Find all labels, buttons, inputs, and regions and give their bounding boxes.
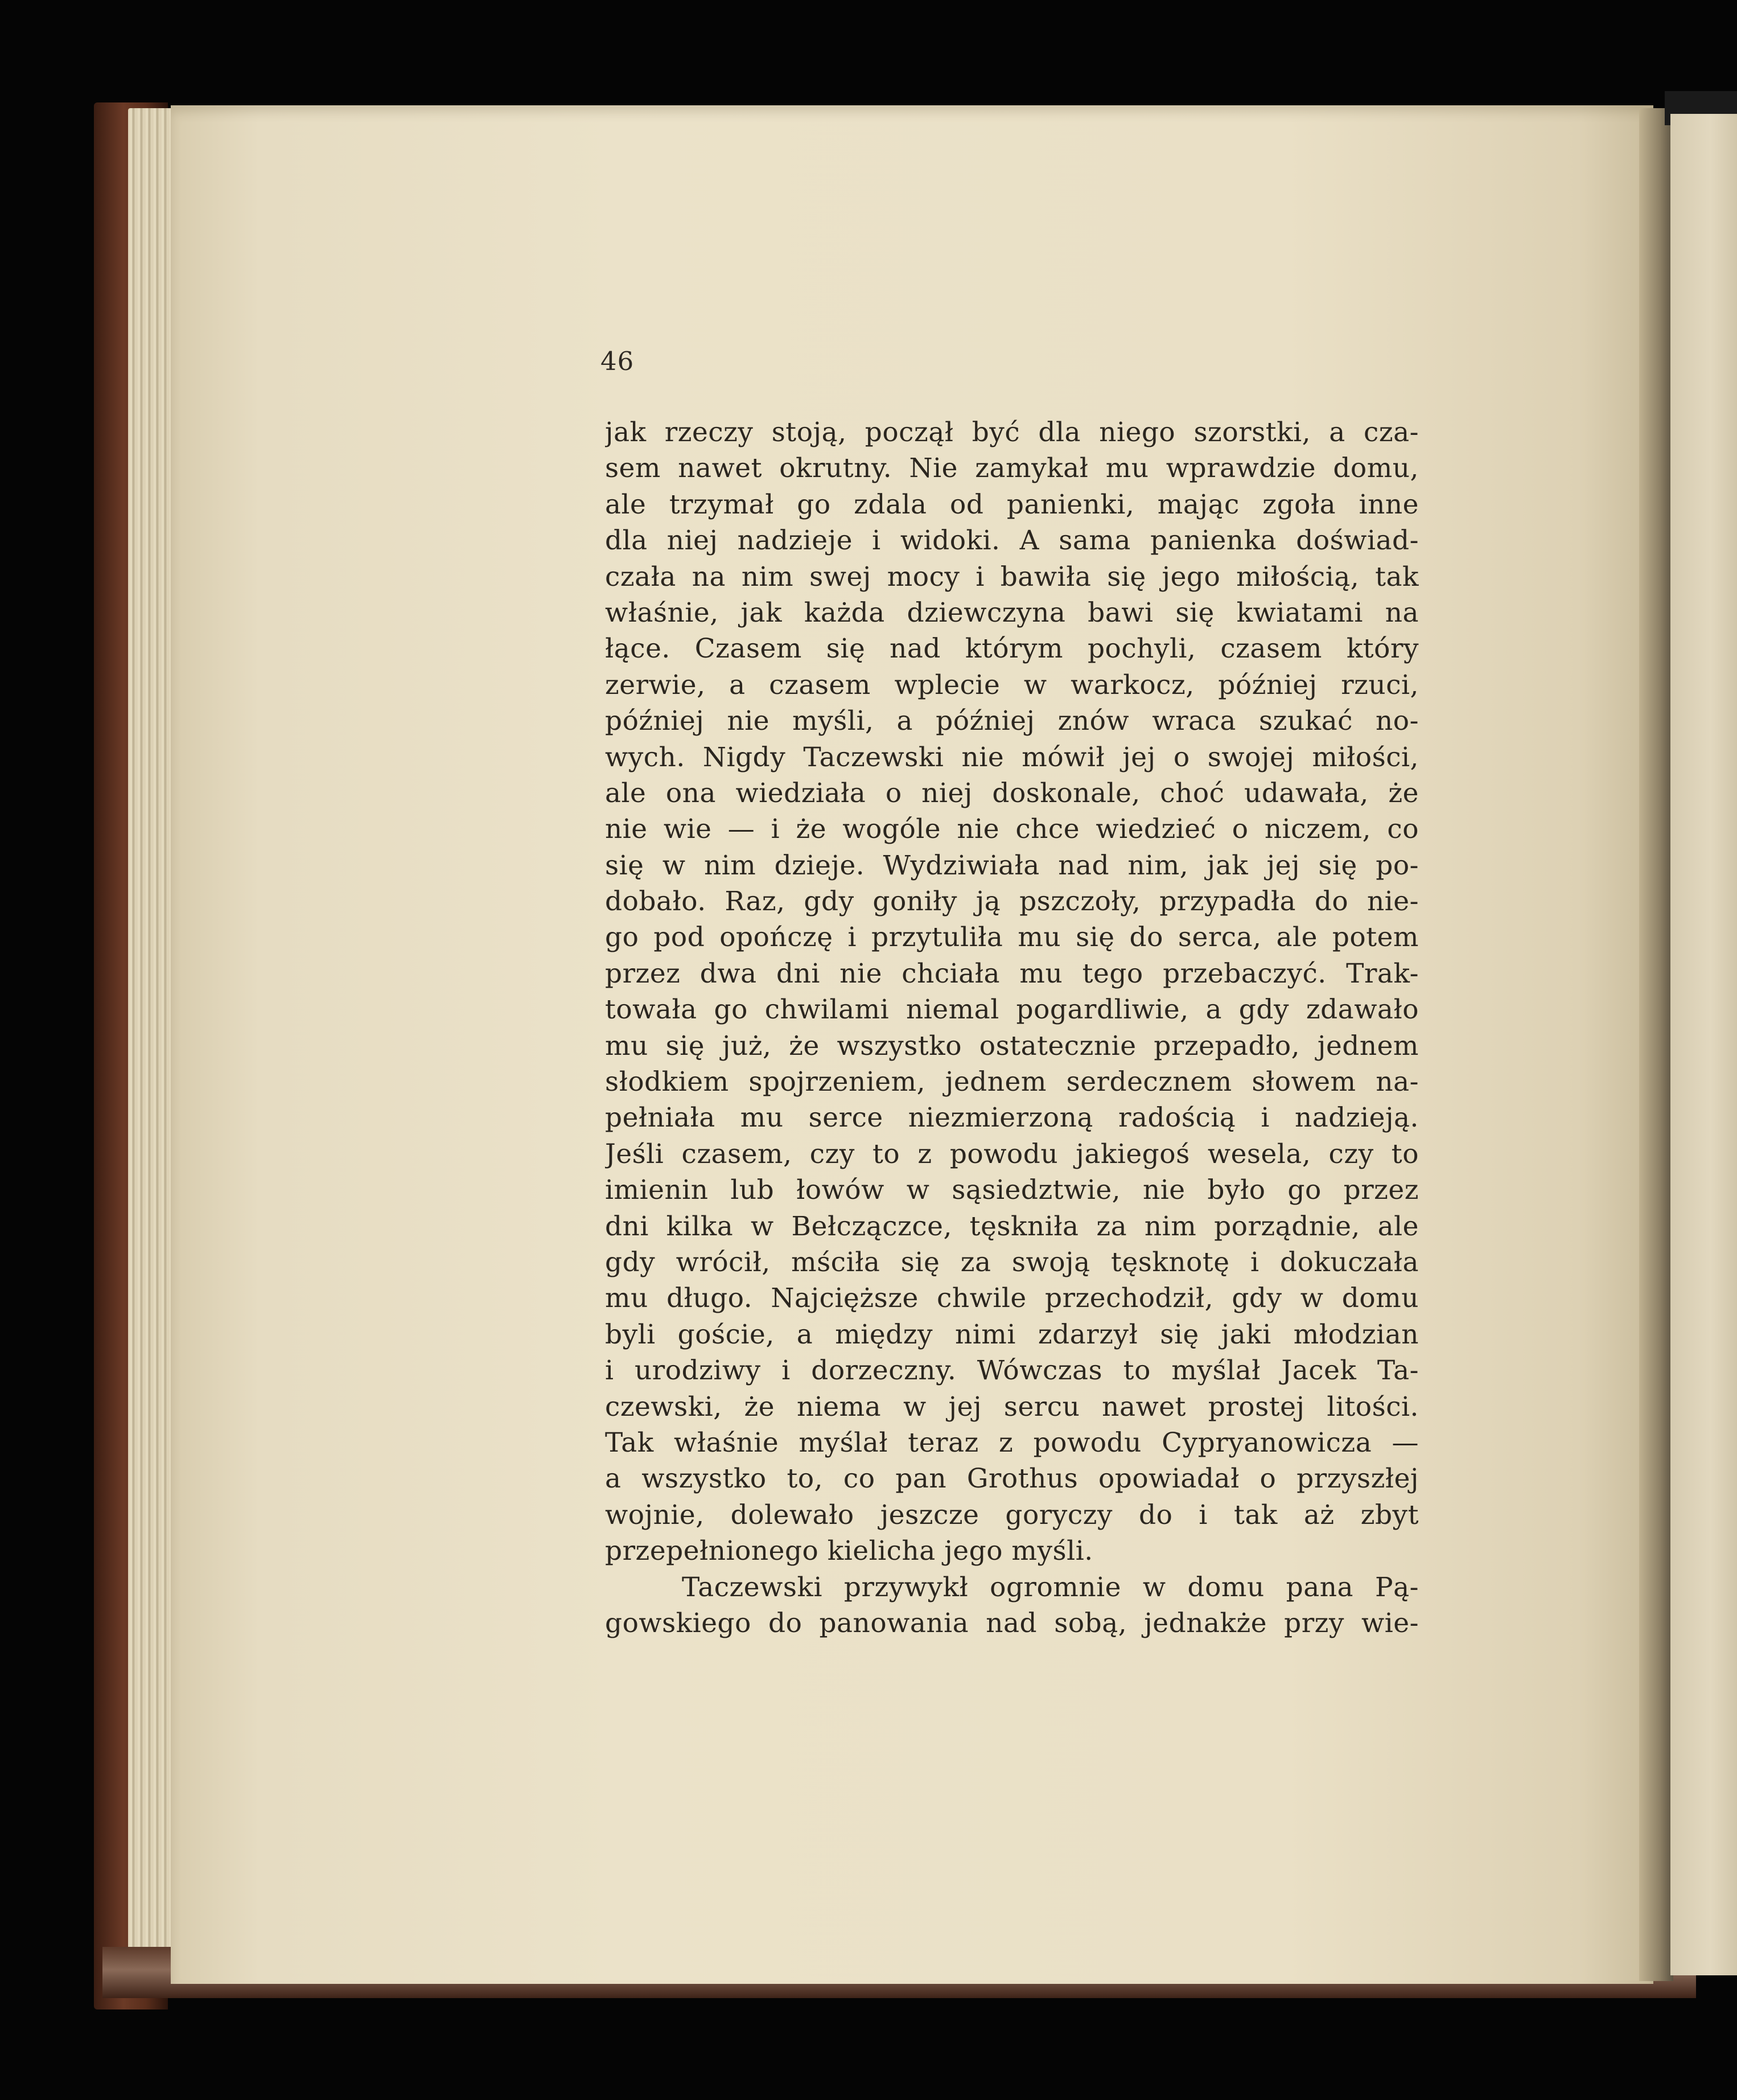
text-line: go pod opończę i przytuliła mu się do serca, ale potem bbox=[605, 922, 1419, 954]
text-line: pełniała mu serce niezmierzoną radością i nadzieją. bbox=[605, 1102, 1419, 1134]
right-page-sliver bbox=[1670, 114, 1737, 1975]
page-number: 46 bbox=[600, 346, 635, 376]
text-line: i urodziwy i dorzeczny. Wówczas to myślał Jacek Ta- bbox=[605, 1355, 1419, 1387]
text-line: przez dwa dni nie chciała mu tego przebaczyć. Trak- bbox=[605, 957, 1419, 989]
text-line: byli goście, a między nimi zdarzył się jaki młodzian bbox=[605, 1318, 1419, 1350]
text-line: ale trzymał go zdala od panienki, mając zgoła inne bbox=[605, 488, 1419, 520]
text-line: zerwie, a czasem wplecie w warkocz, później rzuci, bbox=[605, 669, 1419, 701]
text-line: mu się już, że wszystko ostatecznie przepadło, jednem bbox=[605, 1030, 1419, 1062]
text-line: Taczewski przywykł ogromnie w domu pana Pą- bbox=[682, 1571, 1419, 1603]
text-line: dni kilka w Bełczączce, tęskniła za nim porządnie, ale bbox=[605, 1210, 1419, 1242]
text-line: dla niej nadzieje i widoki. A sama panienka doświad- bbox=[605, 525, 1419, 557]
text-line: mu długo. Najcięższe chwile przechodził, gdy w domu bbox=[605, 1283, 1419, 1314]
text-line: towała go chwilami niemal pogardliwie, a gdy zdawało bbox=[605, 994, 1419, 1026]
text-line: później nie myśli, a później znów wraca szukać no- bbox=[605, 705, 1419, 737]
text-line: Jeśli czasem, czy to z powodu jakiegoś wesela, czy to bbox=[605, 1138, 1419, 1170]
text-line: słodkiem spojrzeniem, jednem serdecznem słowem na- bbox=[605, 1066, 1419, 1098]
text-line: Tak właśnie myślał teraz z powodu Cypryanowicza — bbox=[605, 1427, 1419, 1458]
text-line: gowskiego do panowania nad sobą, jednakże przy wie- bbox=[605, 1607, 1419, 1639]
text-line: czewski, że niema w jej sercu nawet prostej litości. bbox=[605, 1391, 1419, 1423]
text-line: wojnie, dolewało jeszcze goryczy do i tak aż zbyt bbox=[605, 1499, 1419, 1531]
text-line: czała na nim swej mocy i bawiła się jego miłością, tak bbox=[605, 561, 1419, 593]
text-line: przepełnionego kielicha jego myśli. bbox=[605, 1535, 1093, 1567]
text-line: nie wie — i że wogóle nie chce wiedzieć o niczem, co bbox=[605, 813, 1419, 845]
text-line: dobało. Raz, gdy goniły ją pszczoły, przypadła do nie- bbox=[605, 886, 1419, 918]
body-text bbox=[605, 414, 1419, 1641]
text-line: łące. Czasem się nad którym pochyli, czasem który bbox=[605, 633, 1419, 665]
text-line: imienin lub łowów w sąsiedztwie, nie było go przez bbox=[605, 1174, 1419, 1206]
text-line: wych. Nigdy Taczewski nie mówił jej o swojej miłości, bbox=[605, 741, 1419, 773]
text-line: jak rzeczy stoją, począł być dla niego szorstki, a cza- bbox=[605, 417, 1419, 448]
text-line: sem nawet okrutny. Nie zamykał mu wprawdzie domu, bbox=[605, 453, 1419, 484]
text-line: się w nim dzieje. Wydziwiała nad nim, jak jej się po- bbox=[605, 849, 1419, 881]
book-gutter bbox=[1639, 108, 1673, 1981]
text-line: a wszystko to, co pan Grothus opowiadał o przyszłej bbox=[605, 1463, 1419, 1495]
text-line: ale ona wiedziała o niej doskonale, choć udawała, że bbox=[605, 777, 1419, 809]
text-line: właśnie, jak każda dziewczyna bawi się kwiatami na bbox=[605, 597, 1419, 628]
text-line: gdy wrócił, mściła się za swoją tęsknotę i dokuczała bbox=[605, 1246, 1419, 1278]
